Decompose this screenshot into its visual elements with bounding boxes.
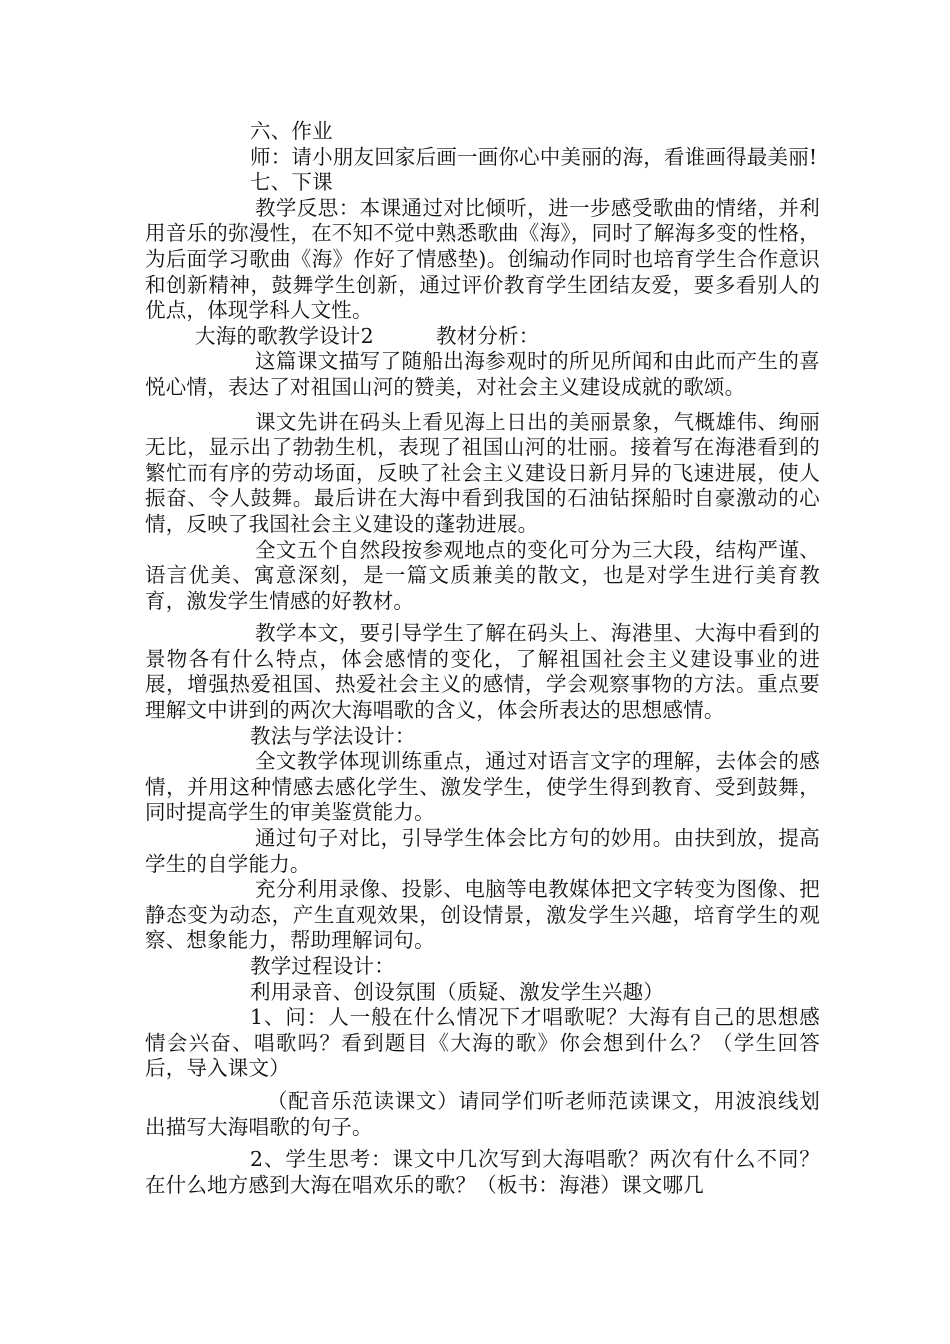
paragraph-structure: 全文五个自然段按参观地点的变化可分为三大段，结构严谨、语言优美、寓意深刻，是一篇文质兼美的散文，也是对学生进行美育教育，激发学生情感的好教材。 (145, 537, 820, 613)
paragraph-homework: 师：请小朋友回家后画一画你心中美丽的海，看谁画得最美丽! (250, 144, 818, 169)
paragraph-process-intro: 利用录音、创设氛围（质疑、激发学生兴趣） (250, 979, 664, 1004)
design-title: 大海的歌教学设计2 教材分析： (195, 323, 540, 348)
paragraph-step-1: 1、问：人一般在什么情况下才唱歌呢？大海有自己的思想感情会兴奋、唱歌吗？看到题目《大海的歌》你会想到什么？（学生回答后，导入课文） (145, 1005, 820, 1081)
document-body (145, 119, 820, 1198)
paragraph-model-reading: （配音乐范读课文）请同学们听老师范读课文，用波浪线划出描写大海唱歌的句子。 (145, 1088, 820, 1139)
paragraph-reflection: 教学反思：本课通过对比倾听，进一步感受歌曲的情绪，并利用音乐的弥漫性，在不知不觉中熟悉歌曲《海》，同时了解海多变的性格，为后面学习歌曲《海》作好了情感垫)。创编动作同时也培育学生合作意识和创新精神，鼓舞学生创新，通过评价教育学生团结友爱，要多看别人的优点，体现学科人文性。 (145, 195, 820, 323)
section-heading-method: 教法与学法设计： (250, 723, 416, 748)
paragraph-method-3: 充分利用录像、投影、电脑等电教媒体把文字转变为图像、把静态变为动态，产生直观效果，创设情景，激发学生兴趣，培育学生的观察、想象能力，帮助理解词句。 (145, 877, 820, 953)
paragraph-method-1: 全文教学体现训练重点，通过对语言文字的理解，去体会的感情，并用这种情感去感化学生、激发学生，使学生得到教育、受到鼓舞，同时提高学生的审美鉴赏能力。 (145, 749, 820, 825)
paragraph-step-2: 2、学生思考：课文中几次写到大海唱歌？两次有什么不同？在什么地方感到大海在唱欢乐的歌？（板书：海港）课文哪几 (145, 1147, 820, 1197)
section-heading-process: 教学过程设计： (250, 954, 395, 978)
paragraph-content-summary: 课文先讲在码头上看见海上日出的美丽景象，气概雄伟、绚丽无比，显示出了勃勃生机，表现了祖国山河的壮丽。接着写在海港看到的繁忙而有序的劳动场面，反映了社会主义建设日新月异的飞速进展，使人振奋、令人鼓舞。最后讲在大海中看到我国的石油钻探船时自豪激动的心情，反映了我国社会主义建设的蓬勃进展。 (145, 409, 820, 536)
paragraph-overview: 这篇课文描写了随船出海参观时的所见所闻和由此而产生的喜悦心情，表达了对祖国山河的赞美，对社会主义建设成就的歌颂。 (145, 349, 820, 399)
section-heading-dismissal: 七、下课 (250, 170, 333, 195)
paragraph-teaching-goal: 教学本文，要引导学生了解在码头上、海港里、大海中看到的景物各有什么特点，体会感情的变化，了解祖国社会主义建设事业的进展，增强热爱祖国、热爱社会主义的感情，学会观察事物的方法。重点要理解文中讲到的两次大海唱歌的含义，体会所表达的思想感情。 (145, 621, 820, 723)
paragraph-method-2: 通过句子对比，引导学生体会比方句的妙用。由扶到放，提高学生的自学能力。 (145, 826, 820, 876)
section-heading-homework: 六、作业 (250, 119, 333, 143)
